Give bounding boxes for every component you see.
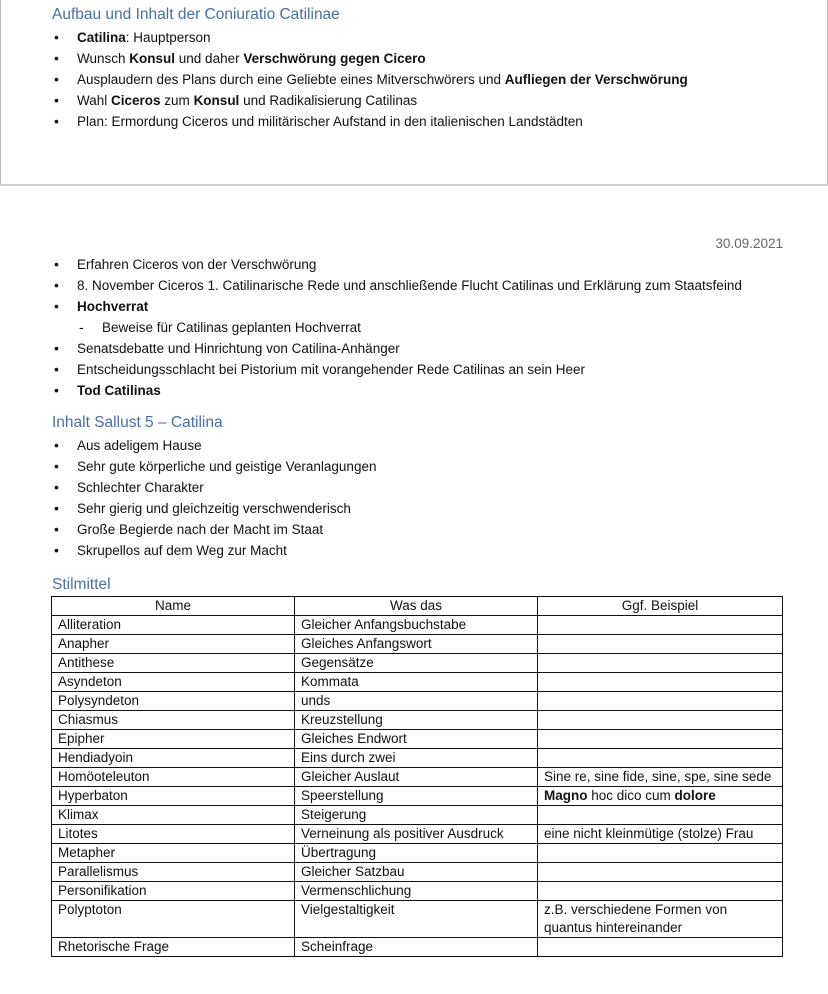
page-break — [0, 184, 828, 186]
text-run: Senatsdebatte und Hinrichtung von Catilina-Anhänger — [77, 341, 400, 356]
list-item: • Aus adeligem Hause — [52, 435, 812, 456]
text-run: eine nicht kleinmütige (stolze) Frau — [544, 826, 754, 841]
cell-was: Steigerung — [295, 806, 538, 825]
text-run: Wahl — [77, 93, 112, 108]
cell-was: Gleiches Anfangswort — [295, 635, 538, 654]
text-run: Plan: Ermordung Ciceros und militärischer Aufstand in den italienischen Landstädten — [77, 114, 583, 129]
cell-name: Anapher — [52, 635, 295, 654]
cell-name: Rhetorische Frage — [52, 938, 295, 957]
text-run: Sine re, sine fide, sine, spe, sine sede — [544, 769, 772, 784]
text-run: Ausplaudern des Plans durch eine Geliebte eines Mitverschwörers und — [77, 72, 505, 87]
cell-beispiel — [538, 901, 783, 938]
cell-was: unds — [295, 692, 538, 711]
text-run: Wunsch — [77, 51, 130, 66]
table-row — [52, 901, 783, 938]
cell-was: Gleicher Auslaut — [295, 768, 538, 787]
cell-beispiel — [538, 863, 783, 882]
table-row — [52, 938, 783, 957]
cell-name: Epipher — [52, 730, 295, 749]
cell-was: Gleicher Satzbau — [295, 863, 538, 882]
text-run: z.B. verschiedene Formen von quantus hintereinander — [544, 902, 728, 935]
table-row — [52, 711, 783, 730]
text-run: Verschwörung gegen Cicero — [243, 51, 426, 66]
list-item — [52, 275, 812, 296]
table-row — [52, 635, 783, 654]
cell-name: Hendiadyoin — [52, 749, 295, 768]
table-row — [52, 673, 783, 692]
cell-was: Kommata — [295, 673, 538, 692]
cell-name: Hyperbaton — [52, 787, 295, 806]
cell-name: Homöoteleuton — [52, 768, 295, 787]
list-item — [52, 90, 812, 111]
list-sallust — [52, 435, 812, 561]
table-header-row — [52, 597, 783, 616]
col-header-was: Was das — [295, 597, 538, 616]
table-row — [52, 844, 783, 863]
text-run: Hochverrat — [77, 299, 149, 314]
col-header-beispiel: Ggf. Beispiel — [538, 597, 783, 616]
cell-name: Antithese — [52, 654, 295, 673]
page-edge-left — [0, 0, 1, 186]
table-row — [52, 730, 783, 749]
text-run: Entscheidungsschlacht bei Pistorium mit vorangehender Rede Catilinas an sein Heer — [77, 362, 586, 377]
cell-was: Gegensätze — [295, 654, 538, 673]
cell-name: Klimax — [52, 806, 295, 825]
cell-was: Kreuzstellung — [295, 711, 538, 730]
cell-beispiel — [538, 730, 783, 749]
list-item — [52, 48, 812, 69]
text-run: zum — [160, 93, 194, 108]
table-row — [52, 882, 783, 901]
list-item — [52, 27, 812, 48]
table-row — [52, 806, 783, 825]
table-row — [52, 825, 783, 844]
stilmittel-table — [51, 596, 783, 957]
table-row — [52, 863, 783, 882]
list-item: • Schlechter Charakter — [52, 477, 812, 498]
text-run: Magno — [544, 788, 588, 803]
cell-beispiel — [538, 825, 783, 844]
cell-was: Gleiches Endwort — [295, 730, 538, 749]
cell-was: Scheinfrage — [295, 938, 538, 957]
text-run: Catilina — [77, 30, 126, 45]
date-label: 30.09.2021 — [715, 236, 783, 251]
cell-name: Asyndeton — [52, 673, 295, 692]
table-row — [52, 749, 783, 768]
list-item — [52, 338, 812, 359]
text-run: und daher — [175, 51, 244, 66]
table-row — [52, 654, 783, 673]
cell-beispiel — [538, 806, 783, 825]
table-row — [52, 768, 783, 787]
text-run: Erfahren Ciceros von der Verschwörung — [77, 257, 317, 272]
cell-beispiel — [538, 749, 783, 768]
heading-aufbau: Aufbau und Inhalt der Coniuratio Catilinae — [52, 6, 340, 23]
cell-beispiel — [538, 938, 783, 957]
cell-beispiel — [538, 844, 783, 863]
list-ablauf — [52, 254, 812, 401]
cell-name: Personifikation — [52, 882, 295, 901]
cell-beispiel — [538, 882, 783, 901]
cell-beispiel — [538, 692, 783, 711]
text-run: Ciceros — [111, 93, 161, 108]
cell-beispiel — [538, 654, 783, 673]
text-run: Konsul — [193, 93, 240, 108]
text-run: 8. November Ciceros 1. Catilinarische Rede und anschließende Flucht Catilinas und Erklärung zum Staatsfeind — [77, 278, 742, 293]
cell-name: Metapher — [52, 844, 295, 863]
cell-beispiel — [538, 635, 783, 654]
text-run: hoc dico cum — [587, 788, 675, 803]
table-row — [52, 692, 783, 711]
cell-name: Litotes — [52, 825, 295, 844]
list-item — [52, 254, 812, 275]
heading-stilmittel: Stilmittel — [52, 576, 111, 593]
cell-name: Parallelismus — [52, 863, 295, 882]
cell-was: Gleicher Anfangsbuchstabe — [295, 616, 538, 635]
cell-name: Alliteration — [52, 616, 295, 635]
text-run: und Radikalisierung Catilinas — [239, 93, 418, 108]
table-row — [52, 787, 783, 806]
list-aufbau — [52, 27, 812, 132]
cell-beispiel — [538, 787, 783, 806]
cell-beispiel — [538, 616, 783, 635]
list-item — [52, 380, 812, 401]
cell-was: Vermenschlichung — [295, 882, 538, 901]
list-item: • Große Begierde nach der Macht im Staat — [52, 519, 812, 540]
text-run: Konsul — [129, 51, 176, 66]
cell-was: Eins durch zwei — [295, 749, 538, 768]
col-header-name: Name — [52, 597, 295, 616]
cell-beispiel — [538, 673, 783, 692]
sub-list-item — [52, 317, 812, 338]
heading-sallust: Inhalt Sallust 5 – Catilina — [52, 414, 223, 431]
cell-was: Verneinung als positiver Ausdruck — [295, 825, 538, 844]
text-run: dolore — [674, 788, 716, 803]
table-row — [52, 616, 783, 635]
text-run: Tod Catilinas — [77, 383, 161, 398]
cell-name: Polyptoton — [52, 901, 295, 938]
text-run: Aufliegen der Verschwörung — [504, 72, 688, 87]
list-item — [52, 359, 812, 380]
list-item: • Skrupellos auf dem Weg zur Macht — [52, 540, 812, 561]
list-item: • Sehr gute körperliche und geistige Veranlagungen — [52, 456, 812, 477]
list-item — [52, 296, 812, 317]
cell-was: Übertragung — [295, 844, 538, 863]
list-item — [52, 69, 812, 90]
cell-was: Speerstellung — [295, 787, 538, 806]
text-run: : Hauptperson — [125, 30, 211, 45]
list-item — [52, 111, 812, 132]
cell-beispiel — [538, 768, 783, 787]
text-run: Beweise für Catilinas geplanten Hochverrat — [102, 320, 361, 335]
list-item: • Sehr gierig und gleichzeitig verschwenderisch — [52, 498, 812, 519]
cell-name: Chiasmus — [52, 711, 295, 730]
cell-beispiel — [538, 711, 783, 730]
cell-was: Vielgestaltigkeit — [295, 901, 538, 938]
cell-name: Polysyndeton — [52, 692, 295, 711]
